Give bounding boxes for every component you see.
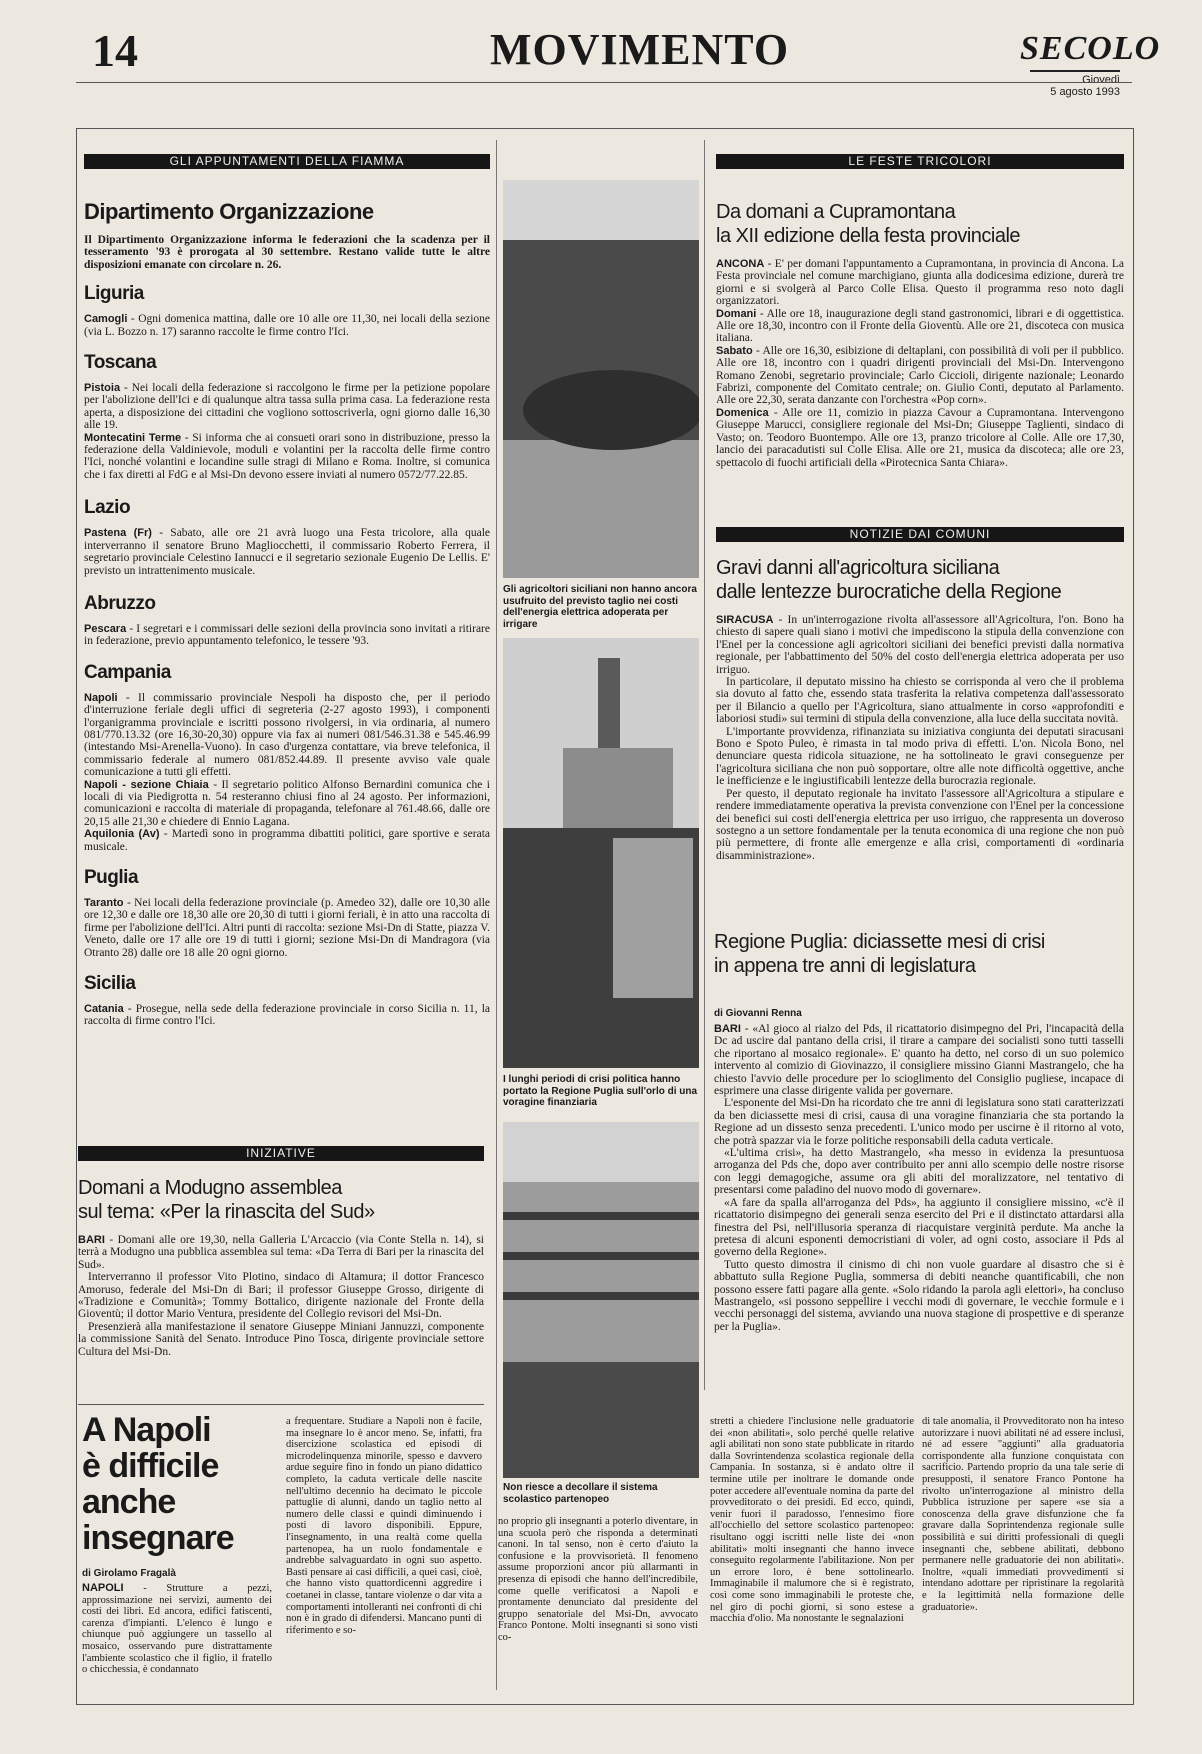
napoli-title-4: insegnare <box>82 1519 234 1557</box>
chiaia-label: Napoli - sezione Chiaia <box>84 778 209 791</box>
napoli-byline: di Girolamo Fragalà <box>82 1568 176 1579</box>
pistoia-label: Pistoia <box>84 382 121 395</box>
dip-title: Dipartimento Organizzazione <box>84 199 374 224</box>
liguria-text: - Ogni domenica mattina, dalle ore 10 alle ore 11,30, nei locali della sezione (via L. Bozzo n. 17) saranno raccolte le firme contro l'Ici. <box>84 313 490 338</box>
napoli-label: Napoli <box>84 691 118 704</box>
modugno-text-2: Interverranno il professor Vito Plotino, sindaco di Altamura; il dottor Francesco Amoruso, federale del Msi-Dn di Bari; il professor Giuseppe Grosso, dirigente di «Tradizione e Comunità»; Tommy Bottalico, dirigente nazionale del Fronte della Gioventù; il dottor Mario Ventura, presidente del Collegio revisori del Msi-Dn. <box>78 1271 484 1321</box>
cupra-label: ANCONA <box>716 258 765 270</box>
page-number: 14 <box>92 25 138 76</box>
pug-title-1: Regione Puglia: diciassette mesi di crisi <box>714 931 1045 953</box>
aquilonia-text: - Martedì sono in programma dibattiti politici, gare sportive e serata musicale. <box>84 828 490 853</box>
montecatini-label: Montecatini Terme <box>84 431 182 444</box>
pug-label: BARI <box>714 1023 741 1035</box>
col-rule-1 <box>496 140 497 1690</box>
newspaper-masthead: SECOLO <box>1020 30 1161 67</box>
modugno-title-1: Domani a Modugno assemblea <box>78 1177 342 1199</box>
pug-text-2: L'esponente del Msi-Dn ha ricordato che tre anni di legislatura sono stati caratterizzati da ben diciassette mesi di crisi, causa di una voragine finanziaria che sta portando la Regione ad un dissesto senza precedenti. L'unico modo per uscirne è il ritorno al voto, che potrà spazzar via le forze politiche responsabili della caduta verticale. <box>714 1097 1124 1147</box>
napoli-article-col3 <box>498 1516 698 1644</box>
caption-3: Non riesce a decollare il sistema scolastico partenopeo <box>503 1482 658 1505</box>
pistoia-text: - Nei locali della federazione si raccolgono le firme per la petizione popolare per l'abolizione dell'Ici e di qualunque altra tassa sulla prima casa. La federazione resta aperta, a disposizione dei cittadini che vogliono sottoscriverla, ogni giorno dalle 16,30 alle 19. <box>84 382 490 432</box>
sic-text-4: Per questo, il deputato regionale ha invitato l'assessore all'Agricoltura a stipulare e rendere immediatamente operativa la prevista convenzione con l'Enel per la concessione dei benefici sui costi dell'energia elettrica per uso irriguo, che rappresenta un doveroso sostegno a un settore fondamentale per la tenuta economica di una regione che non può più permettere, di fronte alle emergenze e alla crisi, comportamenti di «ordinaria disamministrazione». <box>716 787 1124 862</box>
napoli-title-3: anche <box>82 1483 176 1521</box>
pescara-label: Pescara <box>84 622 127 635</box>
caption-1: Gli agricoltori siciliani non hanno ancora usufruito del previsto taglio nei costi dell'energia elettrica adoperata per irrigare <box>503 584 697 630</box>
domenica-text: - Alle ore 11, comizio in piazza Cavour a Cupramontana. Intervengono Giuseppe Marucci, consigliere regionale del Msi-Dn; Giuseppe Taglienti, sindaco di Vasto; on. Teodoro Buontempo. Alle ore 13, pranzo tricolore al Colle. Alle ore 17,30, lancio dei paracadutisti sul Colle Elisa. Alle ore 21, musica da discoteca; alle ore 23, spettacolo di fuochi artificiali della «Pirotecnica Santa Chiara». <box>716 406 1124 469</box>
taranto-label: Taranto <box>84 897 124 909</box>
sicilia-title: Sicilia <box>84 973 136 995</box>
abruzzo-title: Abruzzo <box>84 592 156 614</box>
liguria-label: Camogli <box>84 313 128 326</box>
cupra-text: - E' per domani l'appuntamento a Cupramontana, in provincia di Ancona. La Festa provinciale nel comune marchigiano, giunta alla dodicesima edizione, durerà tre giorni e si svolgerà al Parco Colle Elisa. Questo il programma reso noto dagli organizzatori. <box>716 258 1124 308</box>
napoli-article-col4 <box>710 1416 914 1625</box>
banner-appuntamenti: GLI APPUNTAMENTI DELLA FIAMMA <box>84 154 490 169</box>
issue-day: Giovedì <box>1082 74 1120 86</box>
catania-label: Catania <box>84 1003 124 1016</box>
section-title: MOVIMENTO <box>490 25 790 74</box>
col-rule-2 <box>704 140 705 1390</box>
sicilia-article <box>716 556 1124 862</box>
issue-date-text: 5 agosto 1993 <box>1050 86 1120 98</box>
issue-date <box>1040 74 1120 98</box>
napoli-col3-text: no proprio gli insegnanti a poterlo diventare, in una scuola però che risponda a determinati canoni. In tal senso, non è certo d'aiuto la confusione e la provvisorietà. Il fenomeno assume proporzioni ancor più allarmanti in presenza di episodi che hanno dell'incredibile, come quelle verificatosi a Napoli e prontamente denunciato dal presidente del gruppo senatoriale del Msi-Dn, avvocato Franco Pontone. Molti insegnanti si sono visti co- <box>498 1516 698 1643</box>
toscana-title: Toscana <box>84 352 157 374</box>
napoli-article-col1 <box>82 1412 272 1676</box>
pug-text-1: - «Al gioco al rialzo del Pds, il ricattatorio disimpegno del Pri, l'incapacità della Dc ad uscire dal pantano della crisi, il tirare a campare dei socialisti sono tutti tasselli che riportano al mosaico regionale». E' quanto ha detto, nel corso di un suo polemico intervento al comizio di Giovinazzo, il consigliere missino Gianni Mastrangelo, che ha chiesto l'avvio delle procedure per lo scioglimento del Consiglio pugliese, incapace di esprimere una classe dirigente valida per governare. <box>714 1023 1124 1098</box>
left-column <box>84 200 490 1028</box>
pug-title-2: in appena tre anni di legislatura <box>714 955 976 977</box>
catania-text: - Prosegue, nella sede della federazione provinciale in corso Sicilia n. 11, la raccolta di firme contro l'Ici. <box>84 1003 490 1028</box>
puglia-article <box>714 930 1124 1333</box>
masthead-underline <box>1030 70 1120 72</box>
photo-puglia-city <box>503 638 699 1068</box>
pescara-text: - I segretari e i commissari delle sezioni della provincia sono invitati a ritirare in federazione, previo appuntamento telefonico, le tessere '93. <box>84 622 490 648</box>
sic-text-1: - In un'interrogazione rivolta all'assessore all'Agricoltura, l'on. Bono ha chiesto di sapere quali siano i motivi che impediscono la stipula della convenzione con l'Enel per la concessione agli agricoltori siciliani dei benefici previsti dalla normativa regionale, per l'abbattimento del 50% del costo dell'energia elettrica adoperata per uso irriguo. <box>716 614 1124 676</box>
pug-text-5: Tutto questo dimostra il cinismo di chi non vuole guardare al disastro che si è abbattuto sulla Regione Puglia, sommersa di debiti neanche quantificabili, che non possono essere fatti pagare alla gente. «Solo ridando la parola agli elettori», ha concluso Mastrangelo, «si possono seppellire i vecchi modi di governare, le vecchie formule e i vecchi personaggi del sistema, avviando una nuova stagione di prospettive e di speranze per la Puglia». <box>714 1258 1124 1333</box>
sabato-label: Sabato <box>716 344 753 357</box>
sabato-text: - Alle ore 16,30, esibizione di deltaplani, con possibilità di voli per il pubblico. Alle ore 18, incontro con i quadri dirigenti provinciali del Msi-Dn. Intervengono Romano Zenobi, segretario provinciale; Carlo Ciccioli, dirigente nazionale; Leonardo Fabrizi, componente del Comitato centrale; on. Giulio Conti, deputato al Parlamento. Alle ore 22,30, serata danzante con l'orchestra «Pop corn». <box>716 344 1124 407</box>
pug-text-3: «L'ultima crisi», ha detto Mastrangelo, «ha messo in evidenza la presuntuosa arroganza del Pds che, dopo aver contribuito per anni allo scempio delle nostre risorse con leggi demagogiche, assume ora gli abiti del moralizzatore, nel tentativo di presentarsi come paladino del nuovo modo di governare». <box>714 1147 1124 1197</box>
photo-school-building <box>503 1122 699 1478</box>
pastena-label: Pastena (Fr) <box>84 527 152 540</box>
puglia-title: Puglia <box>84 867 139 888</box>
banner-feste: LE FESTE TRICOLORI <box>716 154 1124 169</box>
campania-title: Campania <box>84 661 171 683</box>
liguria-title: Liguria <box>84 283 144 305</box>
chiaia-text: - Il segretario politico Alfonso Bernardini comunica che i locali di via Piedigrotta n. 54 resteranno chiusi fino al 24 agosto. Per informazioni, comunicazioni e raccolta di materiale di propaganda, telefonare al 761.48.66, dalle ore 20,15 alle 21,30 e chiedere di Ennio Lagana. <box>84 778 490 828</box>
cupra-title-2: la XII edizione della festa provinciale <box>716 225 1021 247</box>
banner-iniziative: INIZIATIVE <box>78 1146 484 1161</box>
photo-fields <box>503 180 699 578</box>
napoli-text: - Il commissario provinciale Nespoli ha disposto che, per il periodo d'interruzione feriale degli uffici di segreteria (2-27 agosto 1993), i componenti l'organigramma provinciale e iscritti possono rivolgersi, in via ordinaria, al numero 081/770.13.32 (ore 16,30-20,30) oppure via fax ai numeri 081/546.31.38 e 545.46.99 (intestando Msi-Arenella-Vuono). In caso d'urgenza contattare, via breve telefonica, il commissario federale al numero 081/852.44.89. Il presente avviso vale quale comunicazione a tutti gli effetti. <box>84 691 490 779</box>
modugno-text-1: - Domani alle ore 19,30, nella Galleria L'Arcaccio (via Conte Stella n. 14), si terrà a Modugno una pubblica assemblea sul tema: «Da Terra di Bari per la rinascita del Sud». <box>78 1234 484 1271</box>
cupra-title-1: Da domani a Cupramontana <box>716 201 956 223</box>
napoli-top-rule <box>78 1404 484 1405</box>
sic-text-2: In particolare, il deputato missino ha chiesto se corrisponda al vero che il problema sia dovuto al fatto che, essendo stata trasferita la relativa competenza dall'assessorato per il Bilancio a quello per l'Agricoltura, siano attualmente in corso «approfonditi e laboriosi studi» sui termini di stipula della convenzione, alla luce della succitata novità. <box>716 676 1124 726</box>
modugno-article <box>78 1176 484 1358</box>
cupra-article <box>716 200 1124 469</box>
pug-byline: di Giovanni Renna <box>714 1008 802 1019</box>
sic-text-3: L'importante provvidenza, rifinanziata su iniziativa congiunta dei deputati siracusani Bono e Spoto Puleo, è rimasta in tal modo priva di effetti. L'on. Nicola Bono, nel denunciare questa ridicola situazione, ne ha sottolineato le gravi conseguenze per l'agricoltura siciliana che non può sopportare, oltre alle note difficoltà oggettive, anche le inefficienze e le ingiustificabili lentezze della burocrazia regionale. <box>716 725 1124 788</box>
modugno-text-3: Presenzierà alla manifestazione il senatore Giuseppe Miniani Jannuzzi, componente la commissione Sanità del Senato. Introduce Pino Tosca, dirigente provinciale settore Cultura del Msi-Dn. <box>78 1320 484 1358</box>
sic-title-1: Gravi danni all'agricoltura siciliana <box>716 557 1000 579</box>
napoli-col4-text: stretti a chiedere l'inclusione nelle graduatorie dei «non abilitati», solo perché quelle relative agli abilitati non sono state pubblicate in ritardo dalla Sovrintendenza scolastica regionale della Campania. In sostanza, si è andato oltre il termine utile per inoltrare le domande onde poter accedere all'eventuale nomina da parte del provveditorato o dei presidi. Ed ecco, quindi, venir fuori il paradosso, l'ennesimo fiore all'occhiello del settore scolastico partenopeo: risultano oggi iscritti nelle liste dei «non abilitati» molti insegnanti che hanno invece conseguito regolarmente l'abilitazione. Non per un errore loro, è bene sottolinearlo. Immaginabile il malumore che si è registrato, così come sono immaginabili le proteste che, nel giro di pochi giorni, si sono estese a macchia d'olio. Ma nonostante le segnalazioni <box>710 1416 914 1625</box>
banner-notizie: NOTIZIE DAI COMUNI <box>716 527 1124 542</box>
aquilonia-label: Aquilonia (Av) <box>84 828 160 841</box>
napoli-col5-text: di tale anomalia, il Provveditorato non ha inteso autorizzare i nuovi abilitati né ad essere inclusi, né ad essere "aggiunti" alla graduatoria corrispondente alla funzione conquistata con sacrificio. Partendo proprio da una tale serie di presupposti, il senatore Franco Pontone ha rivolto un'interrogazione al ministro della Pubblica istruzione per sapere «se sia a conoscenza della grave disfunzione che fa gravare dalla Soprintendenza regionale sulle possibilità e sui diritti professionali di quegli insegnanti che, sebbene abilitati, debbono permanere nelle graduatorie dei non abilitati». Inoltre, «quali immediati provvedimenti si intendano adottare per ripristinare la regolarità e la legittimità nella formazione delle graduatorie». <box>922 1416 1124 1613</box>
sic-label: SIRACUSA <box>716 614 774 626</box>
domani-label: Domani <box>716 307 757 320</box>
napoli-article-col5 <box>922 1416 1124 1613</box>
napoli-article-label: NAPOLI <box>82 1582 124 1594</box>
domenica-label: Domenica <box>716 406 769 419</box>
napoli-article-col2 <box>286 1416 482 1636</box>
napoli-title-1: A Napoli <box>82 1411 211 1449</box>
header-rule <box>76 82 1132 83</box>
dip-text: Il Dipartimento Organizzazione informa le federazioni che la scadenza per il tesseramento '93 è prorogata al 30 settembre. Restano valide tutte le altre disposizioni emanate con circolare n. 26. <box>84 234 490 271</box>
pastena-text: - Sabato, alle ore 21 avrà luogo una Festa tricolore, alla quale interverranno il senatore Bruno Magliocchetti, il commissario Roberto Ferrera, il segretario provinciale Celestino Iannucci e il segretario sezionale Eugenio De Lellis. E' previsto un intrattenimento musicale. <box>84 527 490 577</box>
modugno-label: BARI <box>78 1234 105 1246</box>
modugno-title-2: sul tema: «Per la rinascita del Sud» <box>78 1201 375 1223</box>
napoli-title-2: è difficile <box>82 1447 219 1485</box>
napoli-col1-text: - Strutture a pezzi, approssimazione nei servizi, aumento dei costi dei libri. Ed ancora, edifici fatiscenti, carenza d'impianti. L'elenco è lungo e chiunque può aggiungere un tassello al mosaico, osservando pure distrattamente l'ambiente scolastico che il figlio, il fratello o chicchessia, è condannato <box>82 1583 272 1676</box>
pug-text-4: «A fare da spalla all'arroganza del Pds», ha aggiunto il consigliere missino, «c'è il ricattatorio disimpegno dei generali senza esercito del Pri e il distinctato attardarsi alla finestra del Psi, nell'illusoria speranza di riacquistare verginità perdute. Ma anche la pretesa di alcuni esponenti democristiani di voler, ad ogni costo, associare il Pds al governo della Regione». <box>714 1196 1124 1259</box>
sic-title-2: dalle lentezze burocratiche della Regione <box>716 581 1062 603</box>
lazio-title: Lazio <box>84 497 131 519</box>
domani-text: - Alle ore 18, inaugurazione degli stand gastronomici, librari e di oggettistica. Alle ore 18,30, incontro con il Fronte della Gioventù. Alle ore 21, discoteca con musica italiana. <box>716 307 1124 345</box>
caption-2: I lunghi periodi di crisi politica hanno portato la Regione Puglia sull'orlo di una voragine finanziaria <box>503 1074 698 1108</box>
napoli-col2-text: a frequentare. Studiare a Napoli non è facile, ma insegnare lo è ancor meno. Se, infatti, fra disercizione scolastica ed episodi di microdelinquenza minorile, spesso e davvero ardue seguire fino in fondo un piano didattico completo, la caduta verticale delle nascite nell'ultimo decennio ha decimato le piccole pattuglie di alunni, dando un taglio netto al numero delle classi e quindi diminuendo i posti di lavoro disponibili. Eppure, l'insegnamento, in una realtà come quella partenopea, ha un ruolo fondamentale e andrebbe salvaguardato in ogni suo aspetto. Basti pensare ai casi difficili, a quei casi, cioè, che hanno visto quattordicenni aggredire i coetanei in classe, tantare violenze o dar vita a comportamenti intolleranti nei confronti di chi non è in grado di difendersi. Mancano punti di riferimento e so- <box>286 1416 482 1636</box>
taranto-text: - Nei locali della federazione provinciale (p. Amedeo 32), dalle ore 10,30 alle ore 12,30 e dalle ore 18,30 alle ore 20,30 di tutti i giorni feriali, è in atto una raccolta di firme per l'abolizione dell'Ici. Altri punti di raccolta: sezione Msi-Dn di Statte, piazza V. Veneto, dalle ore 17 alle ore 19 di tutti i giorni; sezione Msi-Dn di Mandragora (via Otranto 28) dalle ore 18 alle 20 ogni giorno. <box>84 897 490 959</box>
montecatini-text: - Si informa che ai consueti orari sono in distribuzione, presso la federazione della Valdinievole, moduli e volantini per la raccolta delle firme contro l'Ici, nonché volantini e locandine sulle stragi di Milano e Roma. Inoltre, si comunica che i fax diretti al FdG e al Msi-Dn devono essere inviati al numero 0572/77.22.85. <box>84 431 490 481</box>
